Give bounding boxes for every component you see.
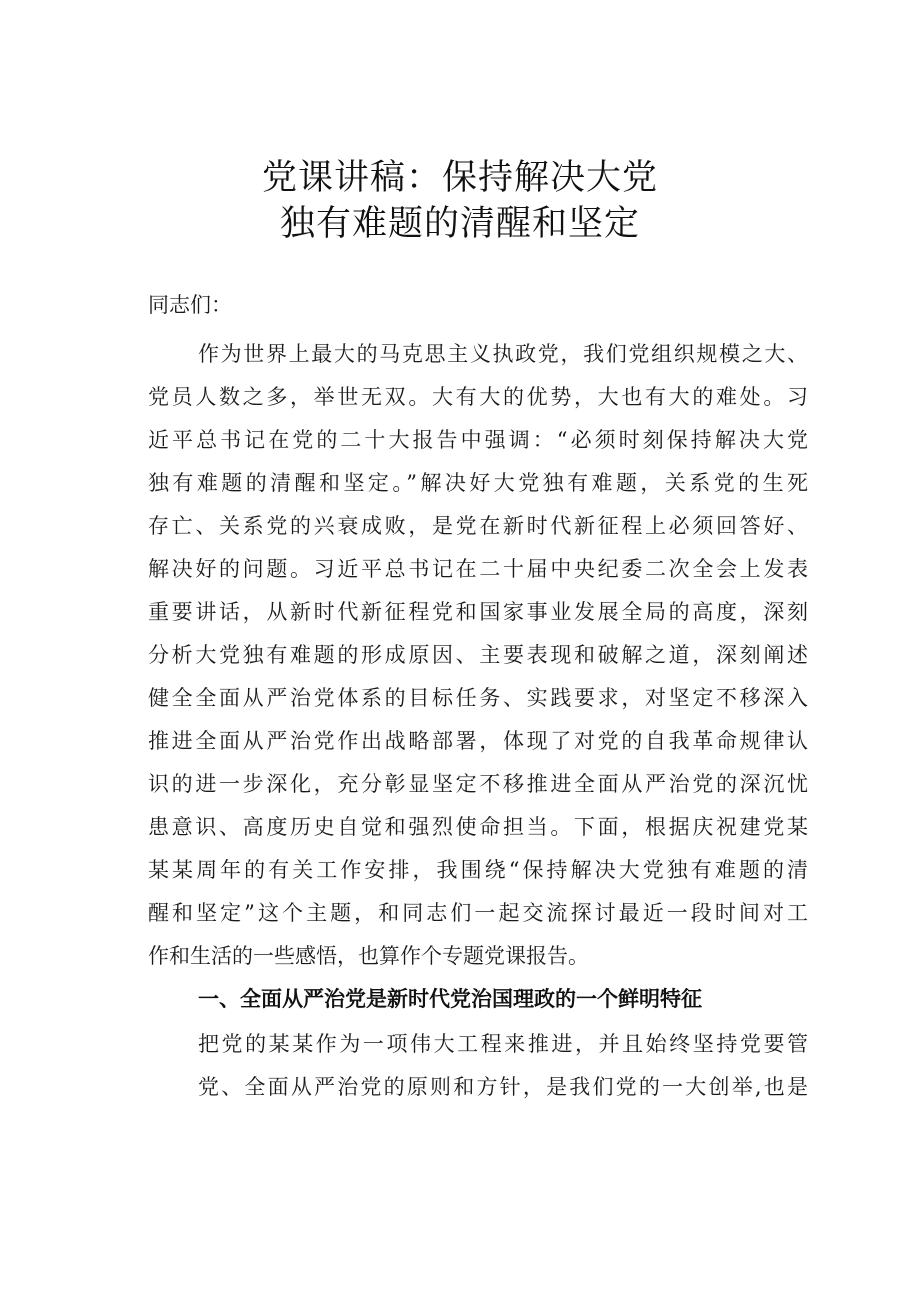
paragraph-line: 识的进一步深化，充分彰显坚定不移推进全面从严治党的深沉忧 xyxy=(148,772,808,796)
paragraph-line: 近平总书记在党的二十大报告中强调：“必须时刻保持解决大党 xyxy=(148,428,808,452)
paragraph-line: 重要讲话，从新时代新征程党和国家事业发展全局的高度，深刻 xyxy=(148,600,808,624)
paragraph-line: 解决好的问题。习近平总书记在二十届中央纪委二次全会上发表 xyxy=(148,557,808,581)
paragraph-line: 作为世界上最大的马克思主义执政党，我们党组织规模之大、 xyxy=(198,342,808,366)
paragraph-line: 作和生活的一些感悟，也算作个专题党课报告。 xyxy=(148,944,589,968)
paragraph-line: 某某周年的有关工作安排，我围绕“保持解决大党独有难题的清 xyxy=(148,858,808,882)
paragraph-line: 把党的某某作为一项伟大工程来推进，并且始终坚持党要管 xyxy=(198,1032,808,1056)
document-title-line-2: 独有难题的清醒和坚定 xyxy=(279,204,640,244)
paragraph-line: 患意识、高度历史自觉和强烈使命担当。下面，根据庆祝建党某 xyxy=(148,815,808,839)
paragraph-line: 党员人数之多，举世无双。大有大的优势，大也有大的难处。习 xyxy=(148,385,808,409)
salutation: 同志们： xyxy=(148,293,232,317)
section-heading: 一、全面从严治党是新时代党治国理政的一个鲜明特征 xyxy=(198,987,702,1011)
paragraph-line: 独有难题的清醒和坚定。”解决好大党独有难题，关系党的生死 xyxy=(148,471,808,495)
paragraph-line: 党、全面从严治党的原则和方针，是我们党的一大创举,也是 xyxy=(198,1075,808,1099)
paragraph-line: 健全全面从严治党体系的目标任务、实践要求，对坚定不移深入 xyxy=(148,686,808,710)
document-title-line-1: 党课讲稿：保持解决大党 xyxy=(261,158,658,198)
paragraph-line: 醒和坚定”这个主题，和同志们一起交流探讨最近一段时间对工 xyxy=(148,901,808,925)
paragraph-line: 分析大党独有难题的形成原因、主要表现和破解之道，深刻阐述 xyxy=(148,643,808,667)
paragraph-line: 存亡、关系党的兴衰成败，是党在新时代新征程上必须回答好、 xyxy=(148,514,808,538)
paragraph-line: 推进全面从严治党作出战略部署，体现了对党的自我革命规律认 xyxy=(148,729,808,753)
